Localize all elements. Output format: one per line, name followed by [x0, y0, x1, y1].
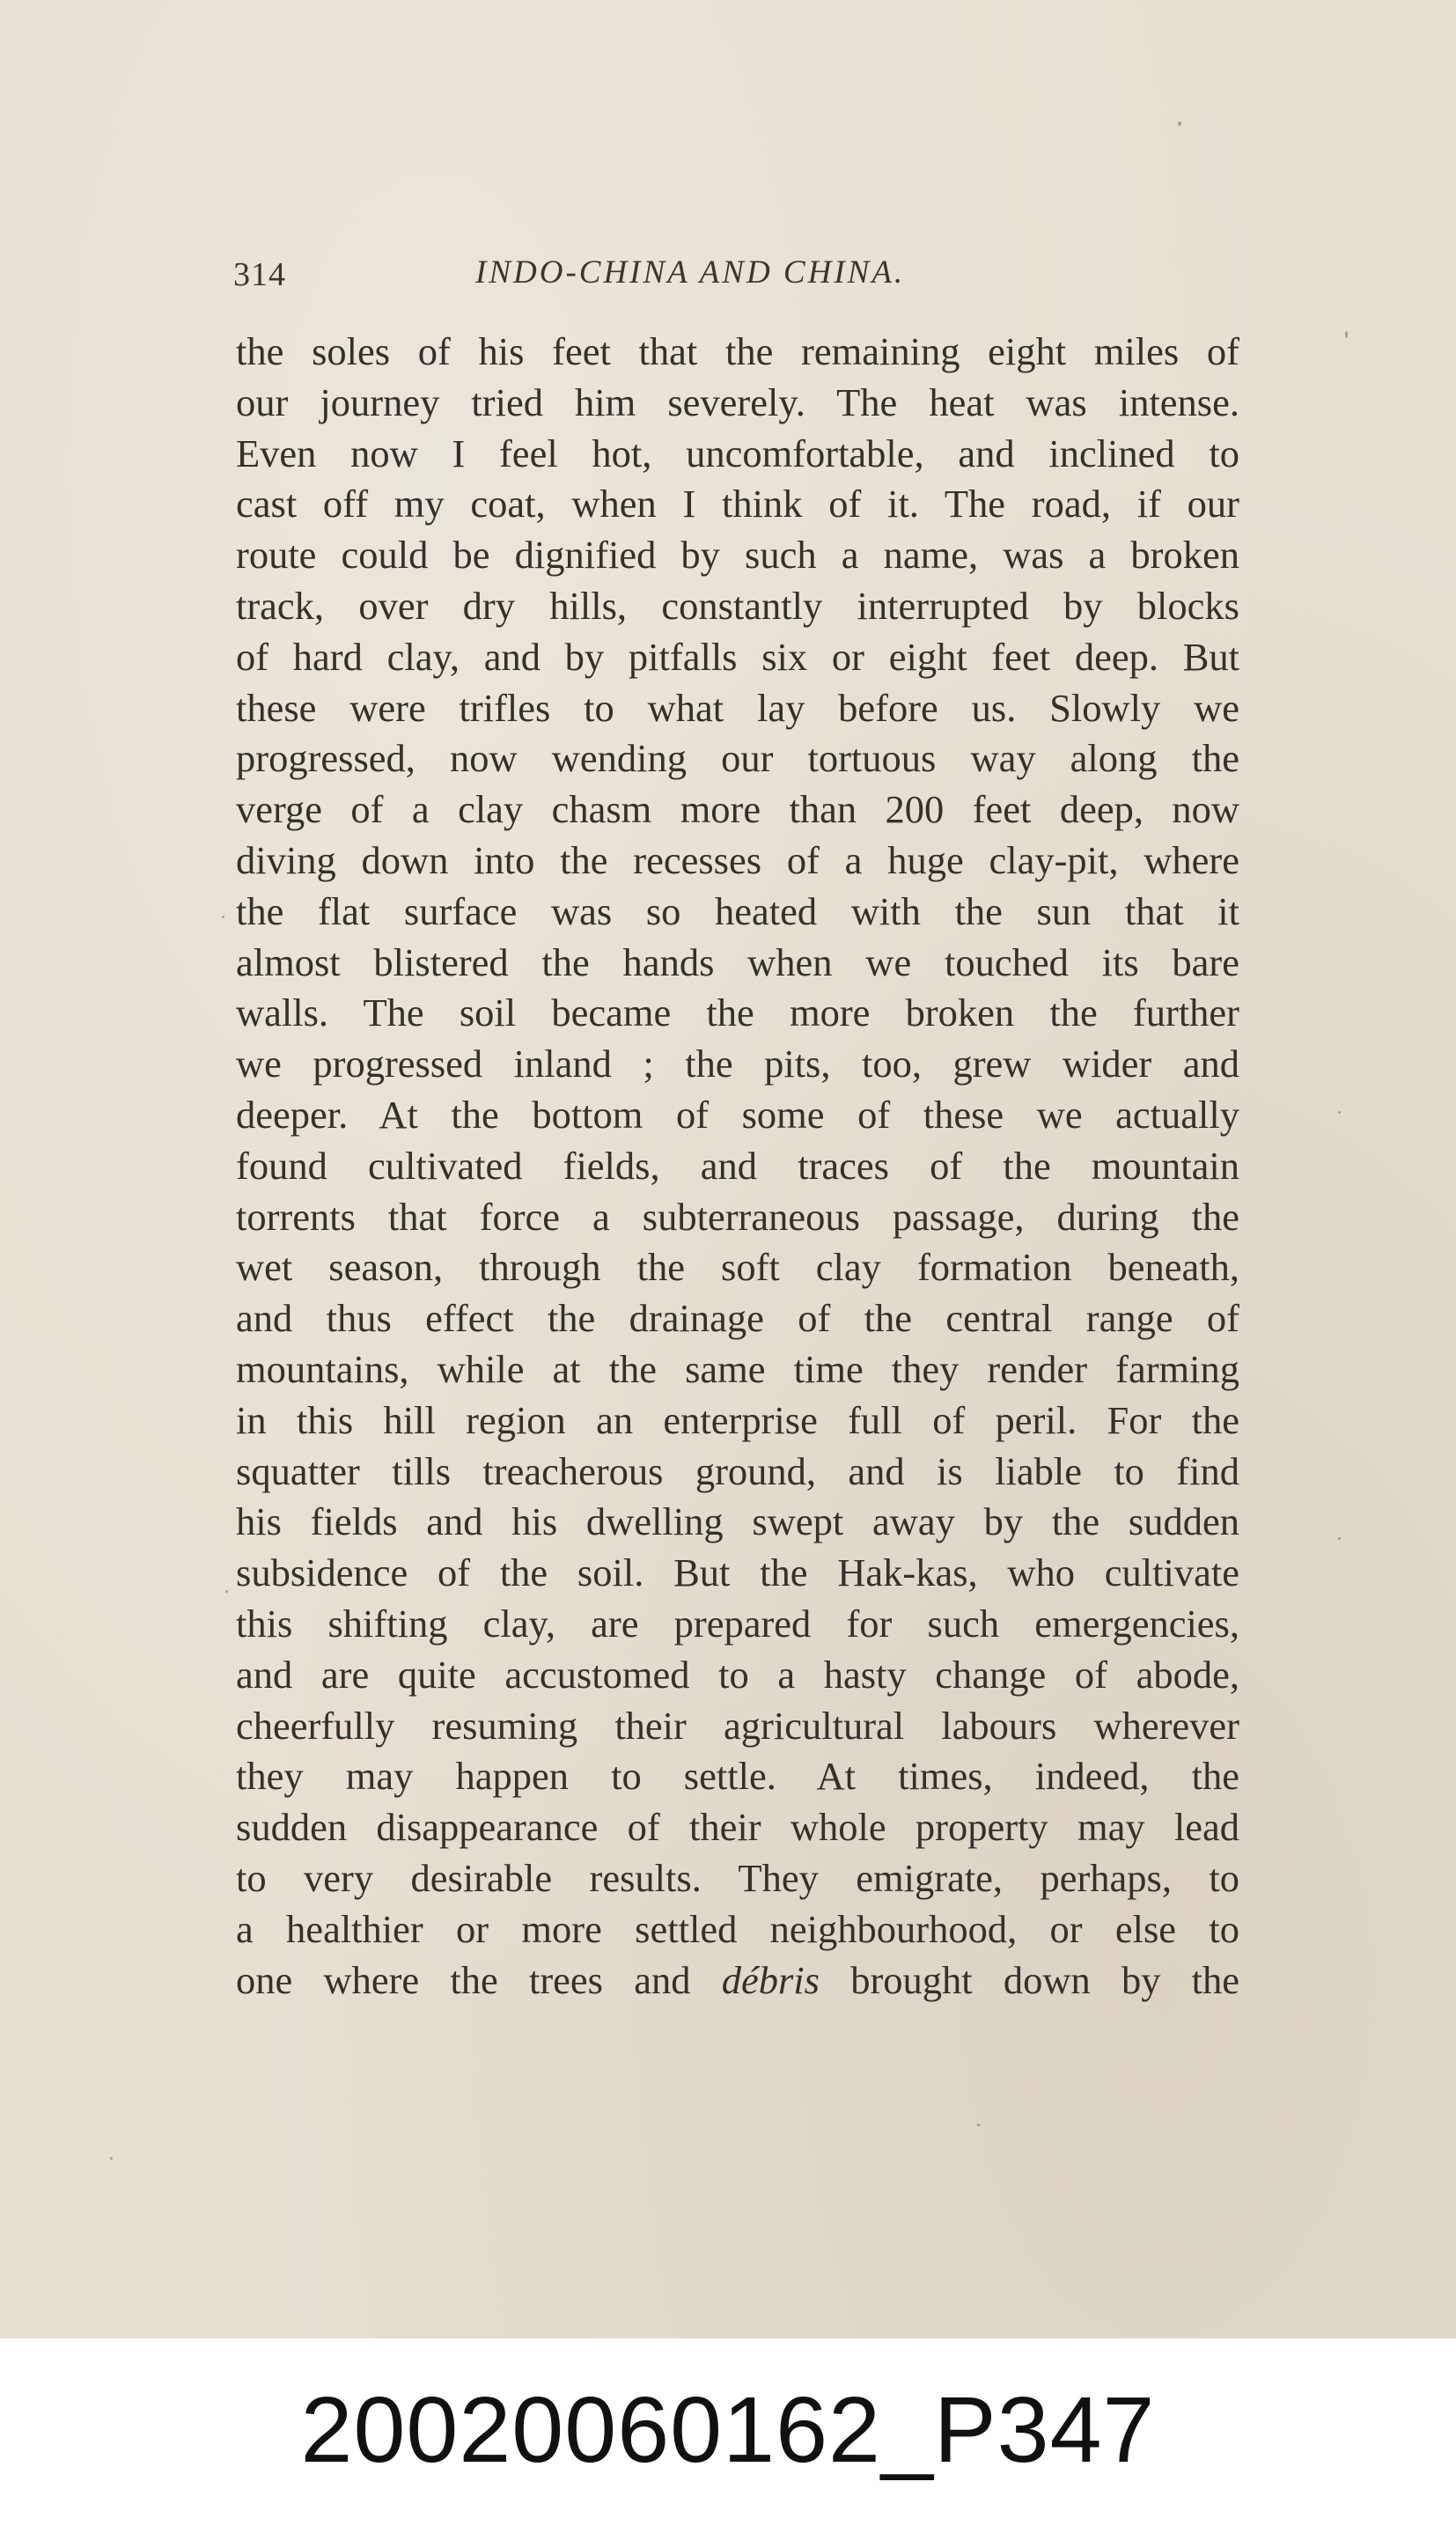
text-line: and thus effect the drainage of the central range of	[236, 1296, 1239, 1341]
text-line: squatter tills treacherous ground, and is liable to find	[236, 1448, 1239, 1493]
text-line: our journey tried him severely. The heat was intense.	[236, 379, 1239, 424]
text-line: this shifting clay, are prepared for such emergencies,	[236, 1601, 1239, 1646]
paper-speck	[225, 1590, 228, 1593]
text-line: progressed, now wending our tortuous way along the	[236, 736, 1239, 781]
paper-speck	[1338, 1537, 1341, 1540]
text-line: the soles of his feet that the remaining eight miles of	[236, 329, 1239, 373]
text-line: subsidence of the soil. But the Hak-kas, who cultivate	[236, 1550, 1239, 1595]
paper-speck	[977, 2124, 980, 2126]
text-line: and are quite accustomed to a hasty change of abode,	[236, 1652, 1239, 1697]
text-line: cheerfully resuming their agricultural labours wherever	[236, 1703, 1239, 1748]
paper-speck	[222, 916, 224, 918]
text-line: a healthier or more settled neighbourhood, or else to	[236, 1906, 1239, 1951]
paper-speck	[1345, 331, 1348, 338]
text-line: route could be dignified by such a name, was a broken	[236, 533, 1239, 578]
text-line: verge of a clay chasm more than 200 feet deep, now	[236, 787, 1239, 832]
text-line: Even now I feel hot, uncomfortable, and inclined to	[236, 431, 1239, 475]
text-line: track, over dry hills, constantly interrupted by blocks	[236, 583, 1239, 628]
text-line: almost blistered the hands when we touched its bare	[236, 939, 1239, 984]
text-line: of hard clay, and by pitfalls six or eight feet deep. But	[236, 634, 1239, 679]
text-line: torrents that force a subterraneous passage, during the	[236, 1194, 1239, 1239]
text-line: found cultivated fields, and traces of the mountain	[236, 1143, 1239, 1188]
paper-speck	[1338, 1111, 1341, 1114]
text-line: the flat surface was so heated with the sun that it	[236, 888, 1239, 933]
text-line: in this hill region an enterprise full of peril. For the	[236, 1397, 1239, 1442]
page-number: 314	[233, 256, 286, 293]
text-line: his fields and his dwelling swept away by the sudden	[236, 1499, 1239, 1544]
running-head-title: INDO-CHINA AND CHINA.	[475, 254, 906, 291]
text-line: deeper. At the bottom of some of these we actually	[236, 1092, 1239, 1137]
last-line-after: brought down by the	[850, 1957, 1240, 2002]
last-line-before: one where the trees and	[236, 1957, 691, 2002]
text-line: diving down into the recesses of a huge clay-pit, where	[236, 837, 1239, 882]
running-head	[233, 254, 1241, 301]
text-line: we progressed inland ; the pits, too, grew wider and	[236, 1042, 1239, 1086]
body-text	[236, 327, 1239, 2006]
text-line-last	[236, 1955, 1239, 2007]
paper-speck	[1178, 122, 1181, 126]
italic-word: débris	[721, 1957, 820, 2002]
text-line: to very desirable results. They emigrate, perhaps, to	[236, 1855, 1239, 1900]
paper-speck	[110, 2157, 113, 2160]
text-line: wet season, through the soft clay formation beneath,	[236, 1245, 1239, 1290]
text-line: sudden disappearance of their whole property may lead	[236, 1805, 1239, 1850]
image-id-caption: 20020060162_P347	[300, 2378, 1156, 2482]
text-line: mountains, while at the same time they render farming	[236, 1346, 1239, 1391]
text-line: they may happen to settle. At times, indeed, the	[236, 1754, 1239, 1799]
text-line: cast off my coat, when I think of it. The road, if our	[236, 482, 1239, 527]
text-line: these were trifles to what lay before us. Slowly we	[236, 685, 1239, 730]
text-line: walls. The soil became the more broken the further	[236, 990, 1239, 1035]
